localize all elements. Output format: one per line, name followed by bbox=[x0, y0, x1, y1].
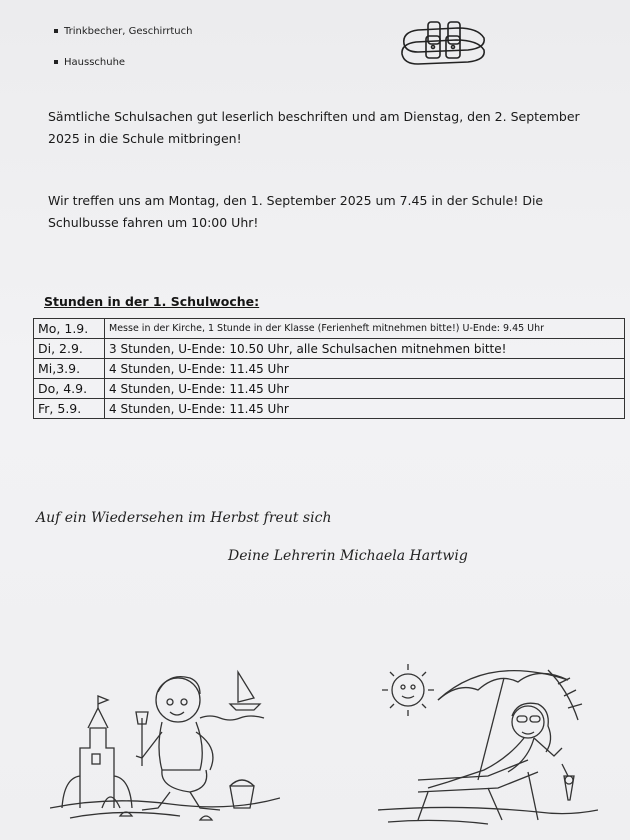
day-cell: Di, 2.9. bbox=[34, 339, 105, 359]
bullet-icon bbox=[54, 29, 58, 33]
teacher-signature: Deine Lehrerin Michaela Hartwig bbox=[228, 548, 468, 564]
day-cell: Do, 4.9. bbox=[34, 379, 105, 399]
info-cell: 4 Stunden, U-Ende: 11.45 Uhr bbox=[105, 359, 625, 379]
table-row bbox=[34, 379, 625, 399]
sandcastle-child-illustration bbox=[50, 658, 280, 828]
table-row bbox=[34, 319, 625, 339]
info-cell: 3 Stunden, U-Ende: 10.50 Uhr, alle Schulsachen mitnehmen bitte! bbox=[105, 339, 625, 359]
schedule-table bbox=[33, 318, 625, 419]
label-notice: Sämtliche Schulsachen gut leserlich beschriften und am Dienstag, den 2. September 2025 in die Schule mitbringen! bbox=[48, 109, 580, 146]
info-cell: Messe in der Kirche, 1 Stunde in der Klasse (Ferienheft mitnehmen bitte!) U-Ende: 9.45 Uhr bbox=[105, 319, 625, 339]
slippers-icon bbox=[398, 14, 490, 66]
list-item bbox=[54, 26, 192, 37]
list-item bbox=[54, 57, 125, 68]
item-text: Hausschuhe bbox=[64, 57, 126, 68]
day-cell: Mo, 1.9. bbox=[34, 319, 105, 339]
schedule-title: Stunden in der 1. Schulwoche: bbox=[44, 294, 260, 309]
table-row bbox=[34, 399, 625, 419]
table-row bbox=[34, 339, 625, 359]
beach-chair-illustration bbox=[378, 660, 598, 828]
meeting-notice: Wir treffen uns am Montag, den 1. September 2025 um 7.45 in der Schule! Die Schulbusse fahren um 10:00 Uhr! bbox=[48, 193, 544, 230]
bullet-icon bbox=[54, 60, 58, 64]
info-cell: 4 Stunden, U-Ende: 11.45 Uhr bbox=[105, 379, 625, 399]
day-cell: Fr, 5.9. bbox=[34, 399, 105, 419]
day-cell: Mi,3.9. bbox=[34, 359, 105, 379]
closing-line: Auf ein Wiedersehen im Herbst freut sich bbox=[36, 510, 332, 526]
table-row bbox=[34, 359, 625, 379]
info-cell: 4 Stunden, U-Ende: 11.45 Uhr bbox=[105, 399, 625, 419]
item-text: Trinkbecher, Geschirrtuch bbox=[64, 26, 193, 37]
